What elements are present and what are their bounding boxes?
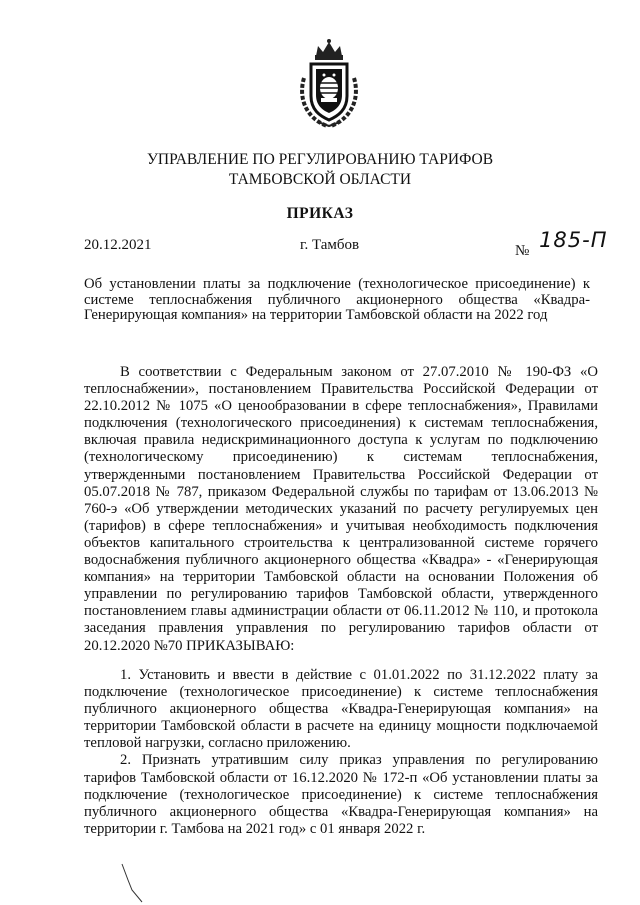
- preamble-text: В соответствии с Федеральным законом от 27.07.2010 № 190-ФЗ «О теплоснабжении», постановлением Правительства Российской Федерации от 22.10.2012 № 1075 «О ценообразовании в сфере теплоснабжения», Правилами подключения (технологического присоединения) к системам теплоснабжения, включая правила недискриминационного доступа к услугам по подключению (технологическому присоединению) к системам теплоснабжения, утвержденными постановлением Правительства Российской Федерации от 05.07.2018 № 787, приказом Федеральной службы по тарифам от 13.06.2013 № 760-э «Об утверждении методических указаний по расчету регулируемых цен (тарифов) в сфере теплоснабжения» и учитывая необходимость подключения объектов капитального строительства к централизованной системе горячего водоснабжения публичного акционерного общества «Квадра» - «Генерирующая компания» на территории Тамбовской области на основании Положения об управлении по регулированию тарифов Тамбовской области, утвержденного постановлением главы администрации области от 06.11.2012 № 110, и протокола заседания правления управления по регулированию тарифов области от 20.12.2020 №70 ПРИКАЗЫВАЮ:: [84, 364, 598, 654]
- document-subject: Об установлении платы за подключение (технологическое присоединение) к системе теплоснабжения публичного акционерного общества «Квадра-Генерирующая компания» на территории Тамбовской области на 2022 год: [84, 276, 590, 323]
- number-sign: №: [515, 243, 530, 259]
- document-date: 20.12.2021: [84, 237, 152, 253]
- document-number: [515, 228, 608, 259]
- order-item-1: 1. Установить и ввести в действие с 01.01.2022 по 31.12.2022 плату за подключение (технологическое присоединение) к системе теплоснабжения публичного акционерного общества «Квадра-Генерирующая компания» на территории Тамбовской области в расчете на единицу мощности подключаемой тепловой нагрузки, согласно приложению.: [84, 667, 598, 752]
- coat-of-arms-emblem: [294, 38, 364, 130]
- document-city: г. Тамбов: [300, 237, 360, 253]
- organization-name-line-2: ТАМБОВСКОЙ ОБЛАСТИ: [228, 171, 412, 188]
- preamble-paragraph: [84, 364, 598, 655]
- order-items: [84, 667, 598, 838]
- document-type-title: ПРИКАЗ: [286, 205, 354, 222]
- order-item-2: 2. Признать утратившим силу приказ управления по регулированию тарифов Тамбовской области от 16.12.2020 № 172-п «Об установлении платы за подключение (технологическое присоединение) к системе теплоснабжения публичного акционерного общества «Квадра-Генерирующая компания» на территории г. Тамбова на 2021 год» с 01 января 2022 г.: [84, 752, 598, 837]
- organization-name-line-1: УПРАВЛЕНИЕ ПО РЕГУЛИРОВАНИЮ ТАРИФОВ: [146, 151, 494, 168]
- handwritten-number: 185-П: [539, 228, 608, 252]
- scan-artifact-mark: [118, 862, 148, 904]
